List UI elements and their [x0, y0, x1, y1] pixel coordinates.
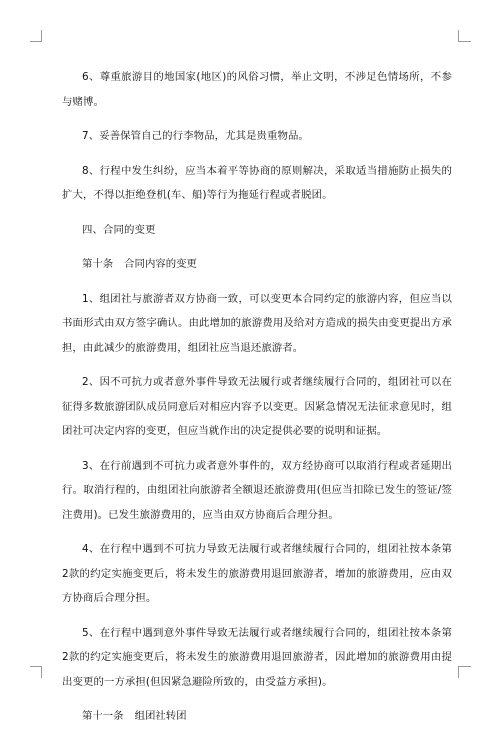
crop-mark-bottom-right-horizontal [459, 666, 471, 667]
crop-mark-top-right-horizontal [459, 41, 471, 42]
article-10-clause-2: 2、因不可抗力或者意外事件导致无法履行或者继续履行合同的，组团社可以在征得多数旅游团队成员同意后对相应内容予以变更。因紧急情况无法征求意见时，组团社可决定内容的变更，但应当就作出的决定提供必要的说明和证据。 [62, 376, 452, 437]
crop-mark-top-left-horizontal [30, 41, 42, 42]
article-10-number: 第十条 [82, 258, 114, 270]
crop-mark-bottom-left-horizontal [30, 666, 42, 667]
crop-mark-bottom-left-vertical [41, 666, 42, 678]
paragraph-item-8: 8、行程中发生纠纷，应当本着平等协商的原则解决，采取适当措施防止损失的扩大，不得以拒绝登机(车、船)等行为拖延行程或者脱团。 [62, 164, 452, 201]
article-11-number: 第十一条 [82, 710, 124, 722]
paragraph-item-6: 6、尊重旅游目的地国家(地区)的风俗习惯，举止文明，不涉足色情场所，不参与赌博。 [62, 71, 452, 108]
article-10-clause-4: 4、在行程中遇到不可抗力导致无法履行或者继续履行合同的，组团社按本条第2款的约定实施变更后，将未发生的旅游费用退回旅游者，增加的旅游费用，应由双方协商后合理分担。 [62, 543, 452, 604]
section-heading-contract-change: 四、合同的变更 [82, 223, 156, 236]
article-10-clause-3: 3、在行前遇到不可抗力或者意外事件的，双方经协商可以取消行程或者延期出行。取消行程的，由组团社向旅游者全额退还旅游费用(但应当扣除已发生的签证/签注费用)。已发生旅游费用的，应当由双方协商后合理分担。 [62, 459, 452, 521]
article-10-clause-1: 1、组团社与旅游者双方协商一致，可以变更本合同约定的旅游内容，但应当以书面形式由双方签字确认。由此增加的旅游费用及给对方造成的损失由变更提出方承担，由此减少的旅游费用，组团社应当退还旅游者。 [62, 292, 452, 354]
article-11-heading [62, 704, 452, 729]
article-10-clause-5: 5、在行程中遇到意外事件导致无法履行或者继续履行合同的，组团社按本条第2款的约定实施变更后，将未发生的旅游费用退回旅游者，因此增加的旅游费用由提出变更的一方承担(但因紧急避险所致的，由受益方承担)。 [62, 626, 452, 688]
article-10-title: 合同内容的变更 [124, 258, 197, 270]
document-body [62, 65, 452, 739]
paragraph-item-7: 7、妥善保管自己的行李物品，尤其是贵重物品。 [82, 130, 310, 142]
crop-mark-bottom-right-vertical [458, 666, 459, 678]
article-11-title: 组团社转团 [134, 710, 187, 722]
article-10-heading [62, 252, 452, 277]
